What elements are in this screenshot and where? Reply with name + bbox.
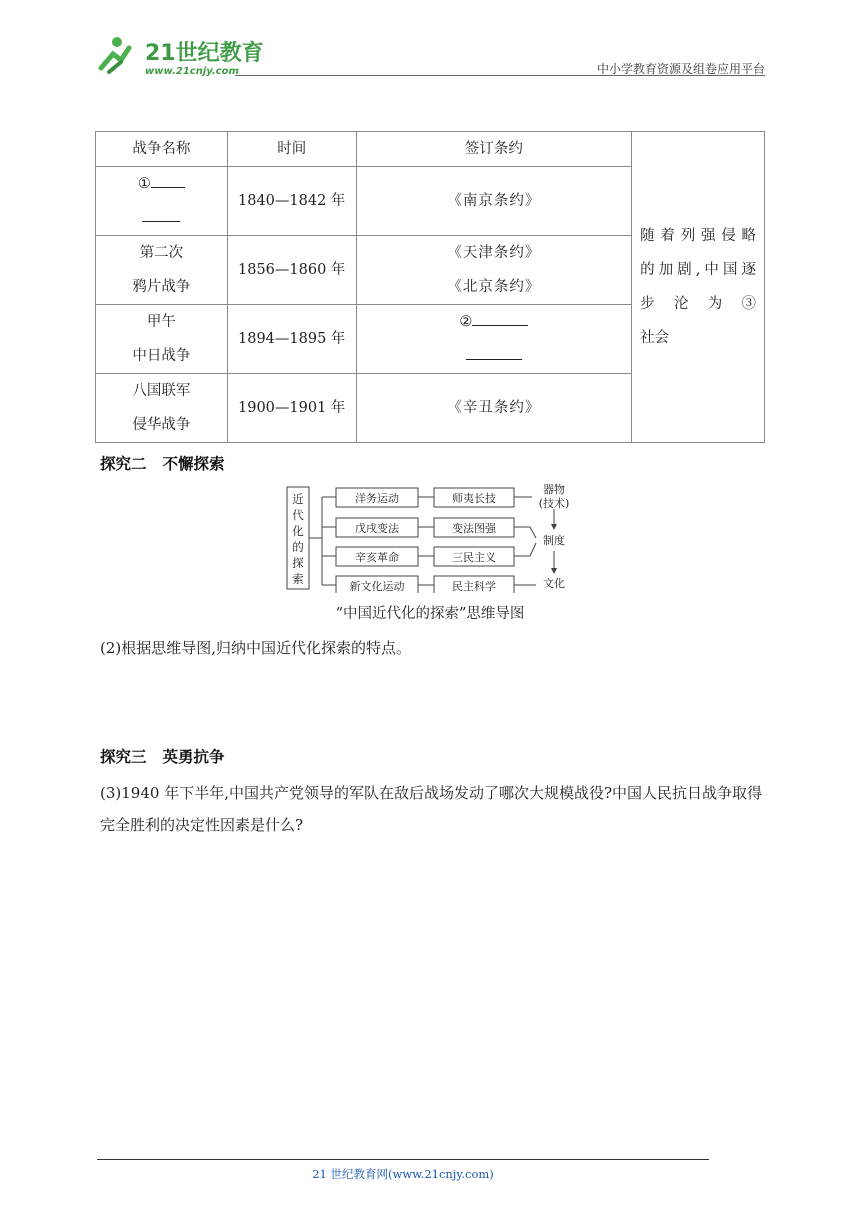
level-arrow-head bbox=[551, 568, 557, 574]
war-name-cell bbox=[96, 167, 228, 236]
blank-label: ② bbox=[459, 314, 473, 330]
table-header-row bbox=[96, 132, 765, 167]
root-char: 的 bbox=[292, 540, 304, 554]
logo-url: www.21cnjy.com bbox=[145, 66, 239, 77]
root-char: 近 bbox=[292, 492, 304, 506]
idea-label: 变法图强 bbox=[452, 522, 496, 535]
treaty-cell: 《南京条约》 bbox=[356, 167, 632, 236]
answer-blank bbox=[142, 203, 180, 222]
side-line: 社会 bbox=[640, 330, 670, 346]
section-name: 不懈探索 bbox=[162, 455, 225, 473]
level-arrow-head bbox=[551, 524, 557, 530]
site-logo bbox=[95, 32, 265, 78]
connector-line bbox=[418, 497, 434, 585]
root-char: 化 bbox=[292, 524, 304, 538]
section-number: 探究二 bbox=[100, 455, 147, 473]
treaty-line: 《北京条约》 bbox=[447, 279, 541, 295]
section-title-3 bbox=[100, 745, 225, 767]
war-name-line: 第二次 bbox=[139, 245, 184, 261]
section-number: 探究三 bbox=[100, 748, 147, 766]
header-rule bbox=[235, 75, 765, 76]
time-cell: 1856—1860 年 bbox=[227, 236, 356, 305]
idea-label: 师夷长技 bbox=[452, 492, 496, 505]
event-label: 洋务运动 bbox=[355, 492, 399, 505]
footer-rule bbox=[97, 1159, 709, 1160]
event-boxes bbox=[336, 488, 418, 593]
war-name-cell bbox=[96, 374, 228, 443]
header-time: 时间 bbox=[227, 132, 356, 167]
mind-map bbox=[284, 483, 584, 593]
event-label: 辛亥革命 bbox=[355, 551, 399, 564]
wars-table bbox=[95, 131, 765, 443]
answer-blank bbox=[472, 307, 528, 326]
answer-blank bbox=[151, 169, 185, 188]
platform-name: 中小学教育资源及组卷应用平台 bbox=[596, 62, 765, 76]
section-title-2 bbox=[100, 452, 225, 474]
level-label: 器物 bbox=[543, 483, 565, 496]
war-name-cell bbox=[96, 305, 228, 374]
event-label: 戊戌变法 bbox=[355, 522, 399, 535]
war-name-line: 甲午 bbox=[146, 314, 176, 330]
mind-map-caption: “中国近代化的探索”思维导图 bbox=[335, 606, 525, 622]
blank-label: ① bbox=[137, 176, 151, 192]
time-cell: 1894—1895 年 bbox=[227, 305, 356, 374]
answer-blank bbox=[466, 341, 522, 360]
treaty-cell bbox=[356, 236, 632, 305]
side-line: 随着列强侵略 bbox=[640, 228, 756, 244]
level-label: 文化 bbox=[543, 577, 565, 590]
root-char: 探 bbox=[292, 556, 304, 570]
question-3: (3)1940 年下半年,中国共产党领导的军队在敌后战场发动了哪次大规模战役?中国人民抗日战争取得完全胜利的决定性因素是什么? bbox=[100, 784, 763, 834]
root-char: 代 bbox=[292, 508, 304, 522]
side-line: 步 沦 为 ③ bbox=[640, 296, 756, 312]
level-label: 制度 bbox=[543, 534, 565, 547]
section-name: 英勇抗争 bbox=[162, 748, 225, 766]
header-treaty: 签订条约 bbox=[356, 132, 632, 167]
logo-text: 21世纪教育 bbox=[145, 41, 264, 66]
idea-label: 三民主义 bbox=[452, 551, 496, 564]
header-war-name: 战争名称 bbox=[96, 132, 228, 167]
root-char: 索 bbox=[292, 572, 304, 586]
war-name-cell bbox=[96, 236, 228, 305]
war-name-line: 中日战争 bbox=[132, 348, 191, 364]
treaty-cell bbox=[356, 305, 632, 374]
page-header bbox=[95, 32, 765, 78]
time-cell: 1900—1901 年 bbox=[227, 374, 356, 443]
level-label: (技术) bbox=[538, 497, 570, 510]
war-name-line: 八国联军 bbox=[132, 383, 191, 399]
treaty-line: 《天津条约》 bbox=[447, 245, 541, 261]
event-label: 新文化运动 bbox=[349, 580, 405, 593]
idea-boxes bbox=[434, 488, 514, 593]
war-name-line: 鸦片战争 bbox=[132, 279, 191, 295]
war-name-line: 侵华战争 bbox=[132, 417, 191, 433]
question-2: (2)根据思维导图,归纳中国近代化探索的特点。 bbox=[100, 639, 412, 657]
time-cell: 1840—1842 年 bbox=[227, 167, 356, 236]
side-line: 的加剧,中国逐 bbox=[640, 262, 756, 278]
side-note bbox=[632, 132, 765, 443]
bracket-line bbox=[309, 497, 336, 585]
footer-text: 21 世纪教育网(www.21cnjy.com) bbox=[312, 1167, 494, 1181]
treaty-cell: 《辛丑条约》 bbox=[356, 374, 632, 443]
idea-label: 民主科学 bbox=[452, 580, 496, 593]
level-connector bbox=[514, 497, 536, 585]
